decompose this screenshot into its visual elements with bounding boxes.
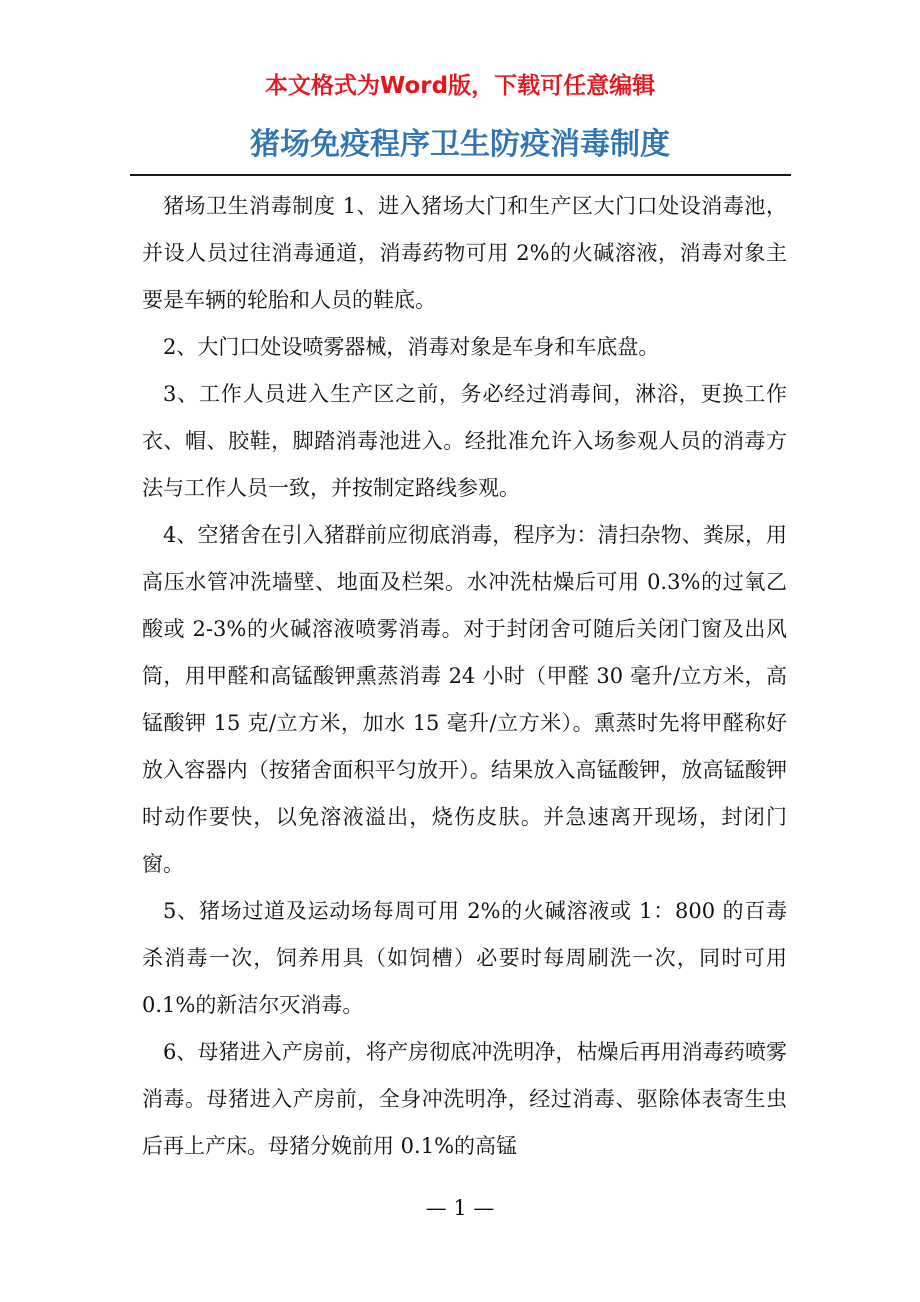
download-notice-banner: 本文格式为Word版，下载可任意编辑 — [264, 73, 656, 99]
document-title: 猪场免疫程序卫生防疫消毒制度 — [250, 127, 670, 162]
title-divider — [130, 174, 791, 176]
paragraph-4: 4、空猪舍在引入猪群前应彻底消毒，程序为：清扫杂物、粪尿，用高压水管冲洗墙壁、地面及栏架。水冲洗枯燥后可用 0.3%的过氧乙酸或 2-3%的火碱溶液喷雾消毒。对于封闭舍可随后关闭门窗及出风筒，用甲醛和高锰酸钾熏蒸消毒 24 小时（甲醛 30 毫升/立方米，高锰酸钾 15 克/立方米，加水 15 毫升/立方米）。熏蒸时先将甲醛称好放入容器内（按猪舍面积平匀放开）。结果放入高锰酸钾，放高锰酸钾时动作要快，以免溶液溢出，烧伤皮肤。并急速离开现场，封闭门窗。 — [142, 523, 787, 876]
paragraph-1: 猪场卫生消毒制度 1、进入猪场大门和生产区大门口处设消毒池，并设人员过往消毒通道，消毒药物可用 2%的火碱溶液，消毒对象主要是车辆的轮胎和人员的鞋底。 — [142, 194, 787, 312]
page-number: — 1 — — [425, 1196, 495, 1220]
paragraph-3: 3、工作人员进入生产区之前，务必经过消毒间，淋浴，更换工作衣、帽、胶鞋，脚踏消毒池进入。经批准允许入场参观人员的消毒方法与工作人员一致，并按制定路线参观。 — [142, 382, 787, 500]
document-body — [142, 183, 787, 1170]
paragraph-2: 2、大门口处设喷雾器械，消毒对象是车身和车底盘。 — [163, 335, 660, 359]
paragraph-6: 6、母猪进入产房前，将产房彻底冲洗明净，枯燥后再用消毒药喷雾消毒。母猪进入产房前，全身冲洗明净，经过消毒、驱除体表寄生虫后再上产床。母猪分娩前用 0.1%的高锰 — [142, 1040, 787, 1158]
paragraph-5: 5、猪场过道及运动场每周可用 2%的火碱溶液或 1：800 的百毒杀消毒一次，饲养用具（如饲槽）必要时每周刷洗一次，同时可用 0.1%的新洁尔灭消毒。 — [142, 899, 787, 1017]
